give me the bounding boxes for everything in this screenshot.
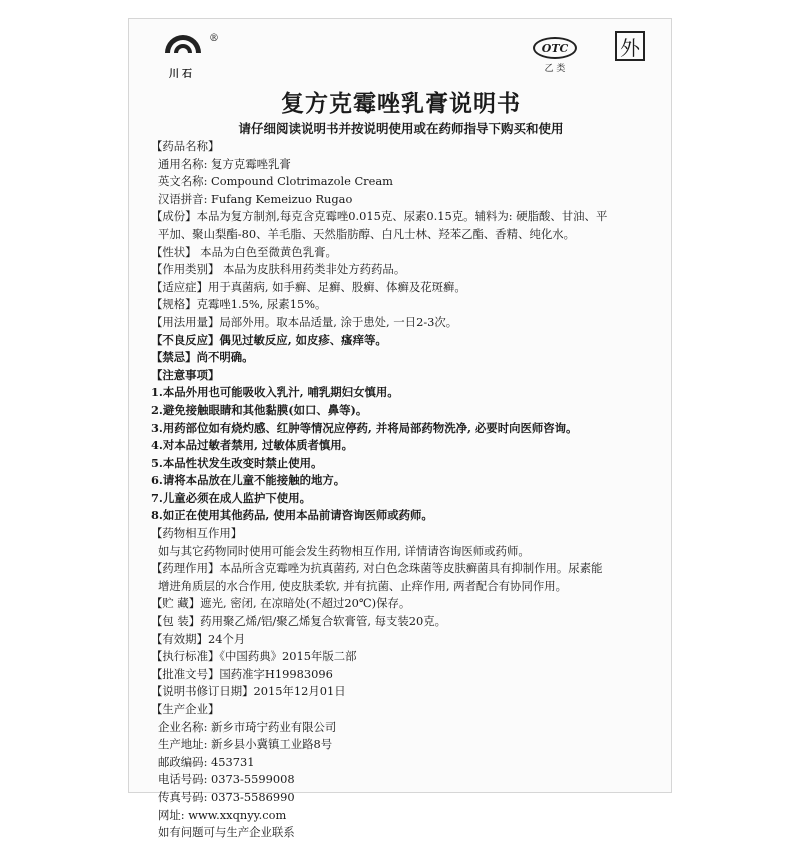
- precaution-item: 6.请将本品放在儿童不能接触的地方。: [151, 473, 346, 488]
- fax-number: 传真号码: 0373-5586990: [158, 789, 295, 804]
- section-interactions: 【药物相互作用】: [151, 526, 243, 541]
- precaution-item: 7.儿童必须在成人监护下使用。: [151, 490, 311, 505]
- contact-note: 如有问题可与生产企业联系: [158, 825, 295, 840]
- contraindications: 【禁忌】尚不明确。: [151, 350, 254, 365]
- revision-date: 【说明书修订日期】2015年12月01日: [151, 684, 346, 699]
- adverse-reactions: 【不良反应】偶见过敏反应, 如皮疹、瘙痒等。: [151, 332, 387, 347]
- section-drug-name: 【药品名称】: [151, 139, 220, 153]
- company-address: 生产地址: 新乡县小冀镇工业路8号: [158, 737, 333, 752]
- precaution-item: 3.用药部位如有烧灼感、红肿等情况应停药, 并将局部药物洗净, 必要时向医师咨询。: [151, 420, 578, 435]
- postal-code: 邮政编码: 453731: [158, 754, 255, 769]
- section-precautions: 【注意事项】: [151, 367, 220, 382]
- pharmacology-line-2: 增进角质层的水合作用, 使皮肤柔软, 并有抗菌、止痒作用, 两者配合有协同作用。: [158, 578, 568, 593]
- otc-badge-group: [533, 37, 577, 74]
- external-use-badge: 外: [615, 31, 645, 61]
- otc-class-label: 乙 类: [544, 64, 566, 74]
- category: 【作用类别】 本品为皮肤科用药类非处方药药品。: [151, 262, 406, 277]
- document-subtitle: 请仔细阅读说明书并按说明使用或在药师指导下购买和使用: [238, 121, 564, 136]
- shelf-life: 【有效期】24个月: [151, 631, 246, 646]
- indications: 【适应症】用于真菌病, 如手癣、足癣、股癣、体癣及花斑癣。: [151, 279, 466, 294]
- otc-badge: OTC: [533, 37, 577, 59]
- precaution-item: 4.对本品过敏者禁用, 过敏体质者慎用。: [151, 438, 354, 453]
- leaflet-body: [151, 138, 659, 842]
- approval-number: 【批准文号】国药准字H19983096: [151, 666, 333, 681]
- precaution-item: 5.本品性状发生改变时禁止使用。: [151, 455, 323, 470]
- interactions-text: 如与其它药物同时使用可能会发生药物相互作用, 详情请咨询医师或药师。: [158, 543, 530, 558]
- registered-mark: ®: [209, 33, 219, 44]
- generic-name: 通用名称: 复方克霉唑乳膏: [158, 156, 291, 171]
- pharmacology-line-1: 【药理作用】本品所含克霉唑为抗真菌药, 对白色念珠菌等皮肤癣菌具有抑制作用。尿素能: [151, 561, 603, 576]
- pinyin-name: 汉语拼音: Fufang Kemeizuo Rugao: [158, 191, 353, 206]
- specification: 【规格】克霉唑1.5%, 尿素15%。: [151, 297, 327, 312]
- website: 网址: www.xxqnyy.com: [158, 807, 287, 822]
- company-name: 企业名称: 新乡市琦宁药业有限公司: [158, 719, 337, 734]
- logo-text: 川石: [169, 69, 195, 80]
- appearance: 【性状】 本品为白色至微黄色乳膏。: [151, 244, 337, 259]
- phone-number: 电话号码: 0373-5599008: [158, 772, 295, 787]
- packaging: 【包 装】药用聚乙烯/铝/聚乙烯复合软膏管, 每支装20克。: [151, 614, 447, 629]
- standard: 【执行标准】《中国药典》2015年版二部: [151, 649, 357, 664]
- composition-line-2: 平加、聚山梨酯-80、羊毛脂、天然脂肪醇、白凡士林、羟苯乙酯、香精、纯化水。: [158, 226, 576, 241]
- english-name: 英文名称: Compound Clotrimazole Cream: [158, 174, 393, 189]
- composition-line-1: 【成份】本品为复方制剂,每克含克霉唑0.015克、尿素0.15克。辅料为: 硬脂酸、甘油、平: [151, 209, 608, 224]
- precaution-item: 8.如正在使用其他药品, 使用本品前请咨询医师或药师。: [151, 508, 433, 523]
- document-title: 复方克霉唑乳膏说明书: [281, 90, 521, 117]
- precaution-item: 1.本品外用也可能吸收入乳汁, 哺乳期妇女慎用。: [151, 385, 399, 400]
- dosage: 【用法用量】局部外用。取本品适量, 涂于患处, 一日2-3次。: [151, 314, 458, 329]
- leaflet-sheet: [128, 18, 672, 840]
- section-manufacturer: 【生产企业】: [151, 702, 220, 716]
- storage: 【贮 藏】遮光, 密闭, 在凉暗处(不超过20℃)保存。: [151, 596, 411, 611]
- precaution-item: 2.避免接触眼睛和其他黏膜(如口、鼻等)。: [151, 402, 368, 417]
